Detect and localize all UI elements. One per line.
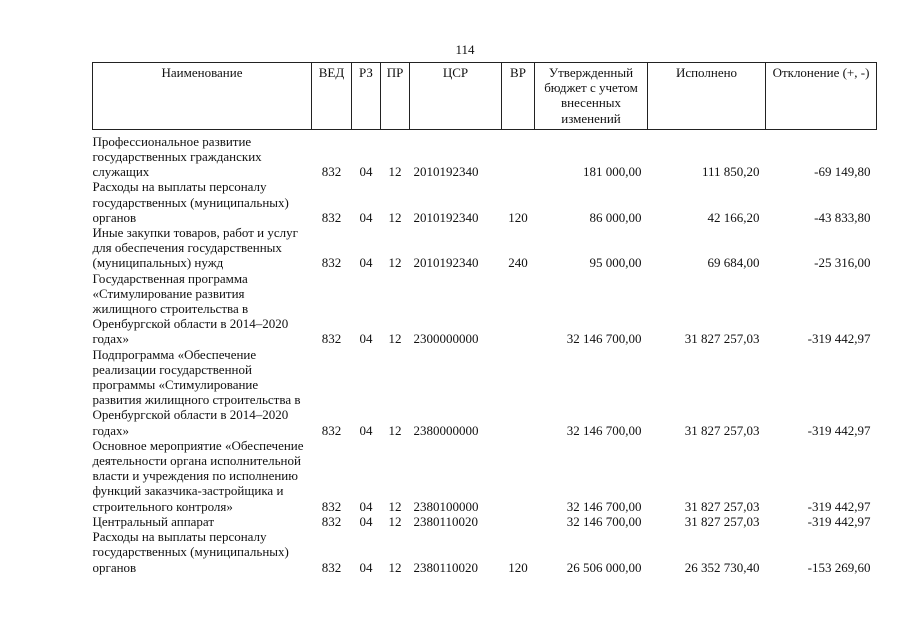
header-rz: РЗ <box>352 63 381 130</box>
row-executed: 111 850,20 <box>701 164 760 180</box>
row-executed: 31 827 257,03 <box>684 498 760 514</box>
row-approved: 32 146 700,00 <box>566 422 642 438</box>
row-approved: 32 146 700,00 <box>566 498 642 514</box>
row-rz: 04 <box>359 255 373 271</box>
row-executed: 69 684,00 <box>707 255 760 271</box>
row-pr: 12 <box>388 331 402 347</box>
row-rz: 04 <box>359 331 373 347</box>
table-row <box>93 271 877 347</box>
row-executed: 26 352 730,40 <box>684 559 760 575</box>
table-row <box>93 347 877 438</box>
header-name: Наименование <box>93 63 312 130</box>
row-rz: 04 <box>359 164 373 180</box>
row-deviation: -319 442,97 <box>807 331 871 347</box>
row-csr: 2010192340 <box>413 164 479 180</box>
budget-table <box>92 62 877 575</box>
row-csr: 2010192340 <box>413 255 479 271</box>
table-row <box>93 129 877 179</box>
row-pr: 12 <box>388 422 402 438</box>
row-executed: 31 827 257,03 <box>684 513 760 529</box>
row-name: Расходы на выплаты персоналу государственных (муниципальных) органов <box>92 179 289 225</box>
row-name: Государственная программа «Стимулирование развития жилищного строительства в Оренбургской области в 2014–2020 годах» <box>92 270 289 347</box>
table-row <box>93 529 877 575</box>
row-csr: 2380110020 <box>413 513 479 529</box>
row-approved: 181 000,00 <box>583 164 642 180</box>
row-ved: 832 <box>321 422 342 438</box>
row-approved: 26 506 000,00 <box>566 559 642 575</box>
row-ved: 832 <box>321 255 342 271</box>
row-csr: 2380100000 <box>413 498 479 514</box>
table-header-row <box>93 63 877 130</box>
row-deviation: -69 149,80 <box>814 164 871 180</box>
row-name: Основное мероприятие «Обеспечение деятельности органа исполнительной власти и учреждения по исполнению функций заказчика-застройщика и строительного контроля» <box>92 437 304 514</box>
table-row <box>93 514 877 529</box>
row-deviation: -153 269,60 <box>807 559 871 575</box>
row-approved: 86 000,00 <box>589 209 642 225</box>
row-name: Расходы на выплаты персоналу государственных (муниципальных) органов <box>92 529 289 575</box>
row-ved: 832 <box>321 559 342 575</box>
header-deviation: Отклонение (+, -) <box>766 63 877 130</box>
header-ved: ВЕД <box>312 63 352 130</box>
header-csr: ЦСР <box>410 63 502 130</box>
row-vr <box>502 271 535 347</box>
row-executed: 42 166,20 <box>707 209 760 225</box>
row-deviation: -319 442,97 <box>807 513 871 529</box>
header-executed: Исполнено <box>648 63 766 130</box>
row-pr: 12 <box>388 255 402 271</box>
row-deviation: -43 833,80 <box>814 209 871 225</box>
row-pr: 12 <box>388 209 402 225</box>
row-pr: 12 <box>388 164 402 180</box>
table-row <box>93 438 877 514</box>
row-ved: 832 <box>321 209 342 225</box>
row-rz: 04 <box>359 209 373 225</box>
row-rz: 04 <box>359 559 373 575</box>
row-executed: 31 827 257,03 <box>684 331 760 347</box>
header-approved: Утвержденный бюджет с учетом внесенных изменений <box>535 63 648 130</box>
row-ved: 832 <box>321 498 342 514</box>
row-deviation: -319 442,97 <box>807 422 871 438</box>
row-vr: 120 <box>508 209 528 225</box>
row-name: Иные закупки товаров, работ и услуг для обеспечения государственных (муниципальных) нужд <box>92 225 298 271</box>
row-vr <box>502 438 535 514</box>
row-pr: 12 <box>388 513 402 529</box>
row-name: Центральный аппарат <box>92 513 215 529</box>
table-row <box>93 179 877 225</box>
page-number: 114 <box>455 42 475 57</box>
row-csr: 2300000000 <box>413 331 479 347</box>
row-ved: 832 <box>321 331 342 347</box>
row-pr: 12 <box>388 559 402 575</box>
row-rz: 04 <box>359 422 373 438</box>
row-csr: 2010192340 <box>413 209 479 225</box>
row-csr: 2380110020 <box>413 559 479 575</box>
row-deviation: -319 442,97 <box>807 498 871 514</box>
table-row <box>93 225 877 271</box>
row-csr: 2380000000 <box>413 422 479 438</box>
row-vr <box>502 347 535 438</box>
row-approved: 95 000,00 <box>589 255 642 271</box>
row-pr: 12 <box>388 498 402 514</box>
header-pr: ПР <box>381 63 410 130</box>
row-name: Профессиональное развитие государственных гражданских служащих <box>92 133 262 180</box>
row-vr <box>502 129 535 179</box>
row-ved: 832 <box>321 164 342 180</box>
row-name: Подпрограмма «Обеспечение реализации государственной программы «Стимулирование развития жилищного строительства в Оренбургской области в 2014–2020 годах» <box>92 346 301 438</box>
row-vr: 240 <box>508 255 528 271</box>
row-approved: 32 146 700,00 <box>566 513 642 529</box>
row-executed: 31 827 257,03 <box>684 422 760 438</box>
row-ved: 832 <box>321 513 342 529</box>
row-rz: 04 <box>359 513 373 529</box>
row-vr <box>502 514 535 529</box>
row-deviation: -25 316,00 <box>814 255 871 271</box>
row-vr: 120 <box>508 559 528 575</box>
row-approved: 32 146 700,00 <box>566 331 642 347</box>
header-vr: ВР <box>502 63 535 130</box>
row-rz: 04 <box>359 498 373 514</box>
